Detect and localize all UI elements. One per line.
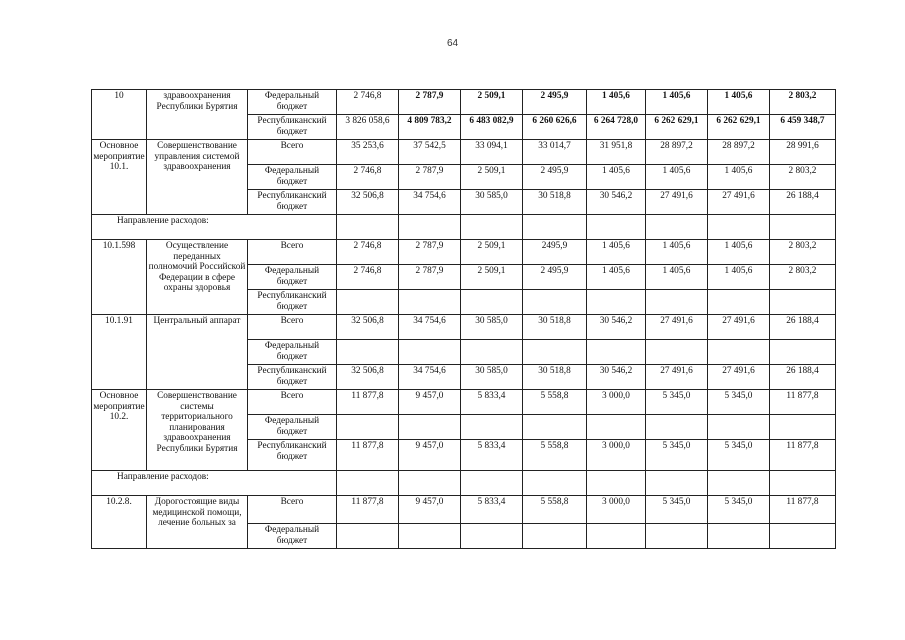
value-cell: 5 833,4 bbox=[461, 496, 523, 524]
value-cell: 5 833,4 bbox=[461, 390, 523, 415]
value-cell bbox=[646, 415, 708, 440]
value-cell: 5 558,8 bbox=[523, 496, 587, 524]
value-cell: 5 558,8 bbox=[523, 390, 587, 415]
value-cell bbox=[708, 290, 770, 315]
name-cell: Совершенствование управления системой здравоохранения bbox=[147, 140, 248, 215]
value-cell bbox=[587, 290, 646, 315]
value-cell bbox=[646, 290, 708, 315]
value-cell: 1 405,6 bbox=[646, 265, 708, 290]
value-cell: 26 188,4 bbox=[770, 365, 836, 390]
value-cell: 6 264 728,0 bbox=[587, 115, 646, 140]
value-cell bbox=[708, 215, 770, 240]
value-cell: 2 509,1 bbox=[461, 90, 523, 115]
value-cell: 11 877,8 bbox=[337, 390, 399, 415]
value-cell bbox=[461, 471, 523, 496]
code-cell: Основное мероприятие 10.1. bbox=[92, 140, 147, 215]
value-cell bbox=[399, 340, 461, 365]
value-cell: 27 491,6 bbox=[646, 190, 708, 215]
source-cell: Федеральный бюджет bbox=[248, 90, 337, 115]
value-cell: 34 754,6 bbox=[399, 190, 461, 215]
value-cell: 1 405,6 bbox=[646, 90, 708, 115]
value-cell: 28 991,6 bbox=[770, 140, 836, 165]
value-cell: 2 495,9 bbox=[523, 165, 587, 190]
table-row bbox=[92, 240, 836, 265]
direction-label: Направление расходов: bbox=[117, 472, 209, 482]
value-cell bbox=[523, 215, 587, 240]
value-cell: 11 877,8 bbox=[770, 440, 836, 471]
value-cell: 3 000,0 bbox=[587, 496, 646, 524]
source-cell: Республиканский бюджет bbox=[248, 365, 337, 390]
value-cell: 28 897,2 bbox=[708, 140, 770, 165]
table-row bbox=[92, 496, 836, 524]
value-cell bbox=[337, 471, 399, 496]
direction-label-cell bbox=[92, 215, 337, 240]
value-cell: 2 746,8 bbox=[337, 240, 399, 265]
value-cell: 6 262 629,1 bbox=[646, 115, 708, 140]
value-cell: 5 345,0 bbox=[646, 496, 708, 524]
value-cell: 6 262 629,1 bbox=[708, 115, 770, 140]
table-row bbox=[92, 315, 836, 340]
value-cell bbox=[646, 471, 708, 496]
value-cell bbox=[523, 471, 587, 496]
value-cell bbox=[337, 340, 399, 365]
value-cell: 1 405,6 bbox=[708, 90, 770, 115]
direction-label: Направление расходов: bbox=[117, 216, 209, 226]
value-cell: 27 491,6 bbox=[646, 315, 708, 340]
value-cell bbox=[587, 415, 646, 440]
value-cell: 9 457,0 bbox=[399, 390, 461, 415]
value-cell: 30 546,2 bbox=[587, 190, 646, 215]
value-cell: 27 491,6 bbox=[708, 365, 770, 390]
value-cell: 30 518,8 bbox=[523, 315, 587, 340]
value-cell: 27 491,6 bbox=[708, 190, 770, 215]
value-cell: 2495,9 bbox=[523, 240, 587, 265]
value-cell: 30 546,2 bbox=[587, 315, 646, 340]
value-cell: 33 094,1 bbox=[461, 140, 523, 165]
code-cell: Основное мероприятие 10.2. bbox=[92, 390, 147, 471]
value-cell bbox=[770, 524, 836, 549]
value-cell: 5 345,0 bbox=[708, 496, 770, 524]
value-cell: 27 491,6 bbox=[708, 315, 770, 340]
value-cell: 33 014,7 bbox=[523, 140, 587, 165]
table-row bbox=[92, 390, 836, 415]
value-cell bbox=[337, 524, 399, 549]
value-cell: 1 405,6 bbox=[708, 240, 770, 265]
value-cell bbox=[461, 215, 523, 240]
value-cell bbox=[708, 415, 770, 440]
value-cell: 5 558,8 bbox=[523, 440, 587, 471]
budget-table bbox=[91, 89, 836, 549]
value-cell: 2 787,9 bbox=[399, 90, 461, 115]
value-cell: 28 897,2 bbox=[646, 140, 708, 165]
value-cell: 1 405,6 bbox=[646, 165, 708, 190]
value-cell bbox=[399, 471, 461, 496]
value-cell bbox=[523, 524, 587, 549]
source-cell: Федеральный бюджет bbox=[248, 340, 337, 365]
name-cell: Совершенствование системы территориального планирования здравоохранения Республики Бурятия bbox=[147, 390, 248, 471]
name-cell: Дорогостоящие виды медицинской помощи, лечение больных за bbox=[147, 496, 248, 549]
value-cell: 5 345,0 bbox=[646, 390, 708, 415]
source-cell: Республиканский бюджет bbox=[248, 440, 337, 471]
value-cell: 11 877,8 bbox=[770, 390, 836, 415]
value-cell: 30 518,8 bbox=[523, 190, 587, 215]
value-cell: 2 746,8 bbox=[337, 165, 399, 190]
value-cell: 34 754,6 bbox=[399, 365, 461, 390]
table-row bbox=[92, 215, 836, 240]
value-cell: 30 585,0 bbox=[461, 315, 523, 340]
value-cell bbox=[523, 290, 587, 315]
value-cell: 3 826 058,6 bbox=[337, 115, 399, 140]
source-cell: Федеральный бюджет bbox=[248, 415, 337, 440]
name-cell: Центральный аппарат bbox=[147, 315, 248, 390]
value-cell: 4 809 783,2 bbox=[399, 115, 461, 140]
value-cell: 1 405,6 bbox=[646, 240, 708, 265]
value-cell: 9 457,0 bbox=[399, 440, 461, 471]
code-cell: 10.2.8. bbox=[92, 496, 147, 549]
value-cell bbox=[587, 340, 646, 365]
value-cell: 27 491,6 bbox=[646, 365, 708, 390]
value-cell: 34 754,6 bbox=[399, 315, 461, 340]
value-cell: 2 803,2 bbox=[770, 90, 836, 115]
value-cell bbox=[770, 415, 836, 440]
name-cell: здравоохранения Республики Бурятия bbox=[147, 90, 248, 140]
value-cell bbox=[523, 415, 587, 440]
table-row bbox=[92, 140, 836, 165]
value-cell: 2 787,9 bbox=[399, 240, 461, 265]
source-cell: Всего bbox=[248, 140, 337, 165]
value-cell: 11 877,8 bbox=[337, 440, 399, 471]
value-cell: 5 345,0 bbox=[646, 440, 708, 471]
value-cell: 32 506,8 bbox=[337, 190, 399, 215]
value-cell bbox=[587, 215, 646, 240]
source-cell: Республиканский бюджет bbox=[248, 290, 337, 315]
value-cell bbox=[770, 290, 836, 315]
value-cell bbox=[399, 415, 461, 440]
value-cell: 5 833,4 bbox=[461, 440, 523, 471]
value-cell: 6 459 348,7 bbox=[770, 115, 836, 140]
value-cell: 26 188,4 bbox=[770, 315, 836, 340]
value-cell: 2 495,9 bbox=[523, 90, 587, 115]
value-cell: 31 951,8 bbox=[587, 140, 646, 165]
value-cell: 30 518,8 bbox=[523, 365, 587, 390]
value-cell bbox=[708, 340, 770, 365]
value-cell: 1 405,6 bbox=[587, 240, 646, 265]
value-cell bbox=[399, 524, 461, 549]
table-row bbox=[92, 90, 836, 115]
value-cell bbox=[646, 524, 708, 549]
value-cell: 2 787,9 bbox=[399, 265, 461, 290]
value-cell bbox=[708, 524, 770, 549]
value-cell: 5 345,0 bbox=[708, 440, 770, 471]
value-cell: 6 483 082,9 bbox=[461, 115, 523, 140]
value-cell bbox=[523, 340, 587, 365]
value-cell bbox=[587, 524, 646, 549]
code-cell: 10.1.598 bbox=[92, 240, 147, 315]
source-cell: Федеральный бюджет bbox=[248, 165, 337, 190]
value-cell: 11 877,8 bbox=[337, 496, 399, 524]
value-cell: 1 405,6 bbox=[708, 165, 770, 190]
source-cell: Республиканский бюджет bbox=[248, 190, 337, 215]
value-cell: 1 405,6 bbox=[708, 265, 770, 290]
value-cell: 30 546,2 bbox=[587, 365, 646, 390]
value-cell bbox=[770, 215, 836, 240]
source-cell: Федеральный бюджет bbox=[248, 265, 337, 290]
value-cell: 1 405,6 bbox=[587, 265, 646, 290]
value-cell bbox=[770, 340, 836, 365]
value-cell: 26 188,4 bbox=[770, 190, 836, 215]
value-cell bbox=[461, 290, 523, 315]
value-cell: 2 509,1 bbox=[461, 265, 523, 290]
source-cell: Всего bbox=[248, 496, 337, 524]
value-cell: 2 746,8 bbox=[337, 90, 399, 115]
value-cell: 2 746,8 bbox=[337, 265, 399, 290]
page-number: 64 bbox=[446, 38, 459, 49]
value-cell: 32 506,8 bbox=[337, 365, 399, 390]
value-cell bbox=[399, 290, 461, 315]
value-cell: 32 506,8 bbox=[337, 315, 399, 340]
value-cell: 2 509,1 bbox=[461, 240, 523, 265]
value-cell bbox=[646, 340, 708, 365]
value-cell: 2 803,2 bbox=[770, 165, 836, 190]
name-cell: Осуществление переданных полномочий Российской Федерации в сфере охраны здоровья bbox=[147, 240, 248, 315]
value-cell bbox=[461, 415, 523, 440]
value-cell bbox=[461, 524, 523, 549]
value-cell: 35 253,6 bbox=[337, 140, 399, 165]
value-cell: 2 803,2 bbox=[770, 240, 836, 265]
value-cell: 3 000,0 bbox=[587, 390, 646, 415]
value-cell bbox=[337, 215, 399, 240]
value-cell: 37 542,5 bbox=[399, 140, 461, 165]
value-cell: 3 000,0 bbox=[587, 440, 646, 471]
source-cell: Республиканский бюджет bbox=[248, 115, 337, 140]
value-cell: 2 509,1 bbox=[461, 165, 523, 190]
value-cell: 1 405,6 bbox=[587, 90, 646, 115]
code-cell: 10.1.91 bbox=[92, 315, 147, 390]
value-cell: 5 345,0 bbox=[708, 390, 770, 415]
code-cell: 10 bbox=[92, 90, 147, 140]
value-cell bbox=[770, 471, 836, 496]
source-cell: Всего bbox=[248, 240, 337, 265]
value-cell bbox=[708, 471, 770, 496]
value-cell bbox=[587, 471, 646, 496]
value-cell: 6 260 626,6 bbox=[523, 115, 587, 140]
value-cell: 30 585,0 bbox=[461, 190, 523, 215]
value-cell: 1 405,6 bbox=[587, 165, 646, 190]
value-cell bbox=[337, 415, 399, 440]
source-cell: Всего bbox=[248, 315, 337, 340]
value-cell bbox=[461, 340, 523, 365]
value-cell: 11 877,8 bbox=[770, 496, 836, 524]
value-cell bbox=[646, 215, 708, 240]
direction-label-cell bbox=[92, 471, 337, 496]
value-cell bbox=[399, 215, 461, 240]
source-cell: Федеральный бюджет bbox=[248, 524, 337, 549]
value-cell: 2 787,9 bbox=[399, 165, 461, 190]
source-cell: Всего bbox=[248, 390, 337, 415]
value-cell: 30 585,0 bbox=[461, 365, 523, 390]
value-cell: 2 803,2 bbox=[770, 265, 836, 290]
value-cell bbox=[337, 290, 399, 315]
table-row bbox=[92, 471, 836, 496]
value-cell: 2 495,9 bbox=[523, 265, 587, 290]
value-cell: 9 457,0 bbox=[399, 496, 461, 524]
